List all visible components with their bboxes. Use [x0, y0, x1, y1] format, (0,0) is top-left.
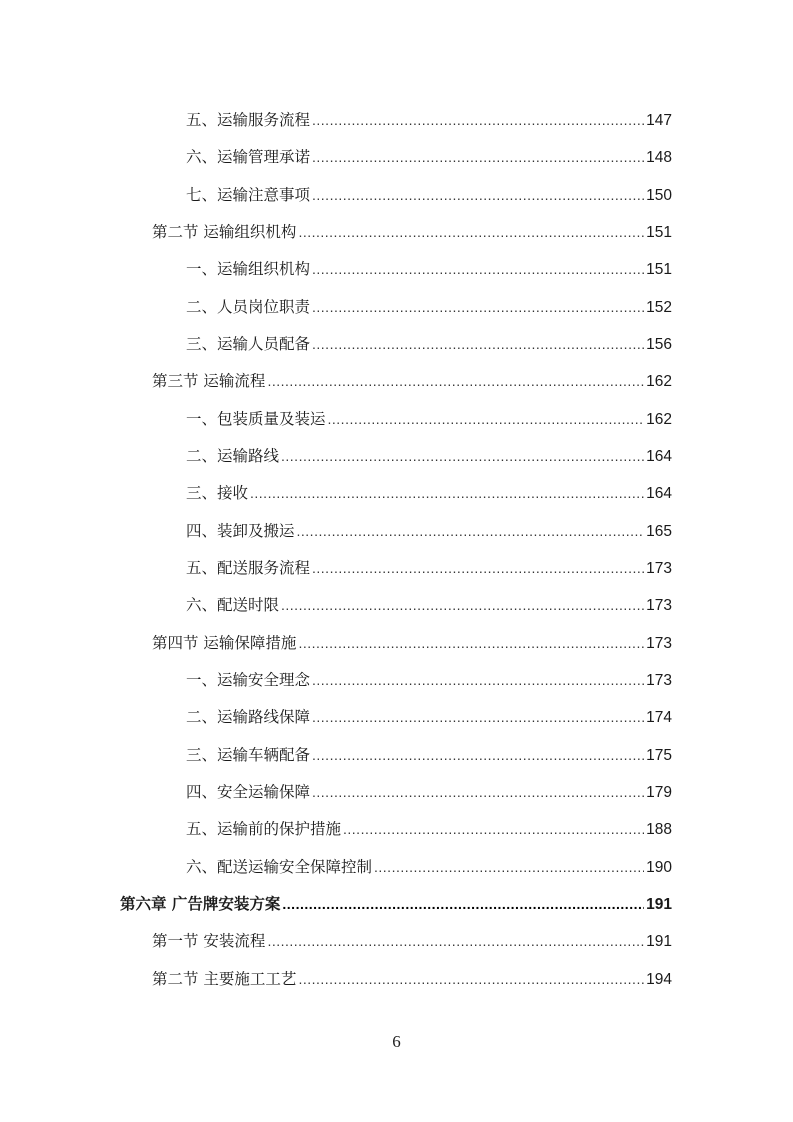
- toc-entry-page: 162: [646, 411, 672, 428]
- dot-leader: [267, 370, 644, 392]
- dot-leader: [312, 781, 644, 803]
- dot-leader: [312, 557, 644, 579]
- toc-entry[interactable]: [152, 968, 672, 990]
- dot-leader: [312, 258, 644, 280]
- toc-entry-title: 二、运输路线: [186, 447, 280, 465]
- toc-entry-title: 第二节 主要施工工艺: [152, 970, 297, 988]
- toc-entry-title: 一、运输安全理念: [186, 671, 311, 689]
- toc-entry-title: 一、运输组织机构: [186, 260, 311, 278]
- dot-leader: [250, 482, 644, 504]
- toc-entry[interactable]: [186, 706, 672, 728]
- toc-entry-title: 三、接收: [186, 484, 249, 502]
- dot-leader: [281, 445, 644, 467]
- dot-leader: [298, 221, 644, 243]
- dot-leader: [298, 968, 644, 990]
- toc-chapter-entry[interactable]: [120, 893, 672, 915]
- toc-entry-title: 七、运输注意事项: [186, 186, 311, 204]
- toc-entry[interactable]: [186, 146, 672, 168]
- toc-entry[interactable]: [186, 482, 672, 504]
- dot-leader: [312, 744, 644, 766]
- toc-entry-title: 一、包装质量及装运: [186, 410, 326, 428]
- toc-entry-page: 147: [646, 112, 672, 129]
- toc-entry[interactable]: [186, 408, 672, 430]
- toc-entry-page: 191: [646, 933, 672, 950]
- toc-entry[interactable]: [186, 109, 672, 131]
- toc-entry-page: 179: [646, 784, 672, 801]
- toc-entry-page: 151: [646, 224, 672, 241]
- dot-leader: [297, 520, 645, 542]
- toc-entry[interactable]: [186, 856, 672, 878]
- page-number: 6: [392, 1032, 401, 1051]
- toc-entry[interactable]: [186, 258, 672, 280]
- toc-entry[interactable]: [186, 669, 672, 691]
- toc-entry[interactable]: [186, 557, 672, 579]
- toc-entry-title: 六、配送时限: [186, 596, 280, 614]
- toc-entry-title: 第四节 运输保障措施: [152, 634, 297, 652]
- toc-entry-page: 156: [646, 336, 672, 353]
- toc-entry-title: 五、配送服务流程: [186, 559, 311, 577]
- toc-entry-title: 第二节 运输组织机构: [152, 223, 297, 241]
- dot-leader: [312, 669, 644, 691]
- toc-entry[interactable]: [186, 296, 672, 318]
- toc-entry-page: 150: [646, 187, 672, 204]
- toc-entry[interactable]: [186, 594, 672, 616]
- toc-entry-title: 六、配送运输安全保障控制: [186, 858, 373, 876]
- toc-entry-title: 二、人员岗位职责: [186, 298, 311, 316]
- toc-entry-page: 152: [646, 299, 672, 316]
- toc-entry[interactable]: [152, 221, 672, 243]
- toc-entry-page: 148: [646, 149, 672, 166]
- dot-leader: [312, 109, 644, 131]
- dot-leader: [298, 632, 644, 654]
- toc-entry-title: 五、运输前的保护措施: [186, 820, 342, 838]
- toc-entry-page: 194: [646, 971, 672, 988]
- toc-entry[interactable]: [186, 818, 672, 840]
- toc-entry-page: 191: [646, 896, 672, 913]
- toc-entry-page: 173: [646, 635, 672, 652]
- dot-leader: [328, 408, 645, 430]
- dot-leader: [312, 333, 644, 355]
- toc-entry-title: 五、运输服务流程: [186, 111, 311, 129]
- dot-leader: [267, 930, 644, 952]
- dot-leader: [281, 594, 644, 616]
- toc-entry-page: 175: [646, 747, 672, 764]
- toc-entry-page: 174: [646, 709, 672, 726]
- toc-entry-page: 151: [646, 261, 672, 278]
- toc-entry-title: 四、装卸及搬运: [186, 522, 295, 540]
- toc-entry-title: 三、运输人员配备: [186, 335, 311, 353]
- dot-leader: [343, 818, 644, 840]
- toc-entry-title: 四、安全运输保障: [186, 783, 311, 801]
- toc-entry[interactable]: [186, 781, 672, 803]
- toc-entry[interactable]: [186, 184, 672, 206]
- toc-entry[interactable]: [152, 930, 672, 952]
- dot-leader: [312, 146, 644, 168]
- dot-leader: [374, 856, 644, 878]
- toc-entry-page: 173: [646, 560, 672, 577]
- toc-entry-title: 三、运输车辆配备: [186, 746, 311, 764]
- toc-entry[interactable]: [152, 632, 672, 654]
- toc-entry-page: 188: [646, 821, 672, 838]
- toc-entry-title: 二、运输路线保障: [186, 708, 311, 726]
- toc-entry-title: 第六章 广告牌安装方案: [120, 895, 281, 913]
- toc-entry[interactable]: [186, 333, 672, 355]
- toc-entry-title: 六、运输管理承诺: [186, 148, 311, 166]
- toc-entry-page: 173: [646, 597, 672, 614]
- toc-entry-title: 第一节 安装流程: [152, 932, 266, 950]
- toc-entry-page: 164: [646, 448, 672, 465]
- toc-entry[interactable]: [186, 744, 672, 766]
- toc-entry-title: 第三节 运输流程: [152, 372, 266, 390]
- toc-entry-page: 173: [646, 672, 672, 689]
- dot-leader: [312, 184, 644, 206]
- toc-entry[interactable]: [152, 370, 672, 392]
- toc-entry-page: 190: [646, 859, 672, 876]
- toc-entry[interactable]: [186, 520, 672, 542]
- dot-leader: [312, 706, 644, 728]
- dot-leader: [312, 296, 644, 318]
- dot-leader: [282, 893, 644, 915]
- toc-entry-page: 164: [646, 485, 672, 502]
- toc-entry-page: 162: [646, 373, 672, 390]
- toc-entry-page: 165: [646, 523, 672, 540]
- toc-entry[interactable]: [186, 445, 672, 467]
